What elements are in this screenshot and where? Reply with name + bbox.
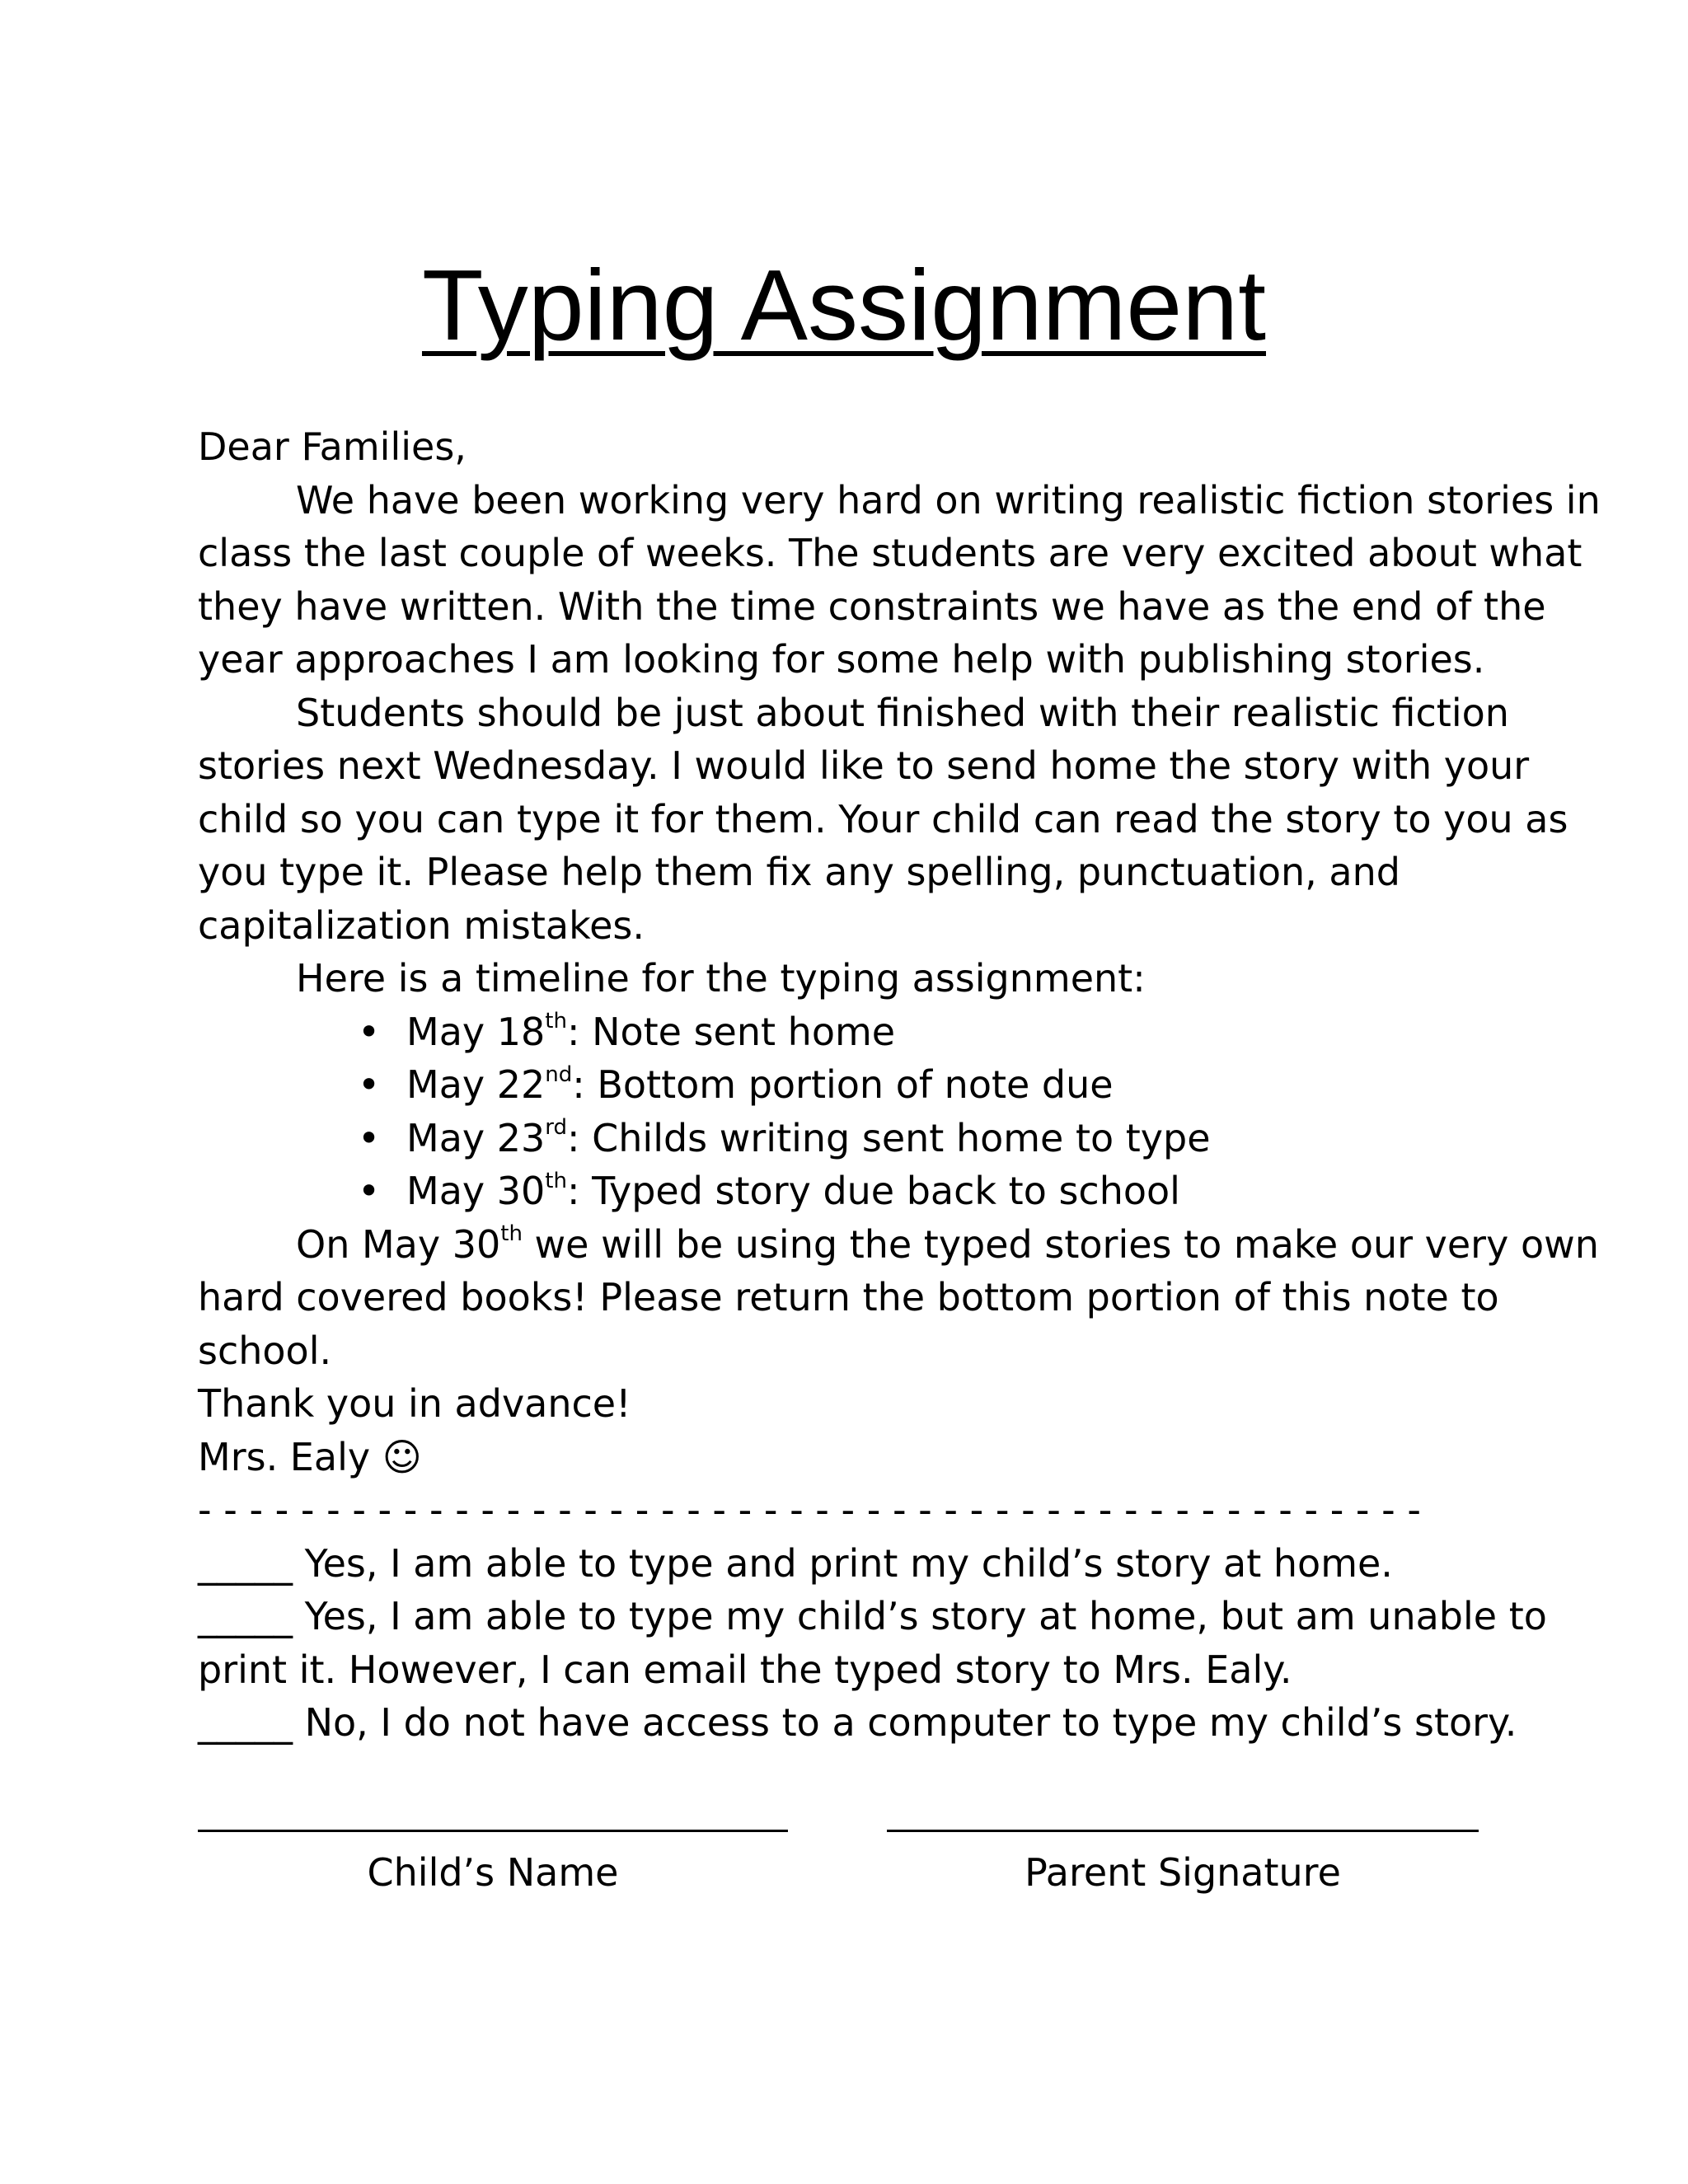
paragraph-3-line-1 (198, 1218, 1599, 1272)
timeline-text: : Childs writing sent home to type (567, 1115, 1211, 1160)
timeline-item (198, 1165, 1500, 1218)
timeline-date: May 23 (406, 1115, 546, 1160)
paragraph-2-line-1: Students should be just about finished with their realistic fiction (296, 690, 1509, 735)
paragraph-3-line-1-rest: we will be using the typed stories to make our very own (522, 1221, 1599, 1267)
paragraph-2-line-3: child so you can type it for them. Your child can read the story to you as (198, 796, 1568, 841)
timeline-date: May 22 (406, 1062, 546, 1107)
option-blank[interactable]: _____ (198, 1540, 293, 1586)
cut-line: - - - - - - - - - - - - - - - - - - - - - - - - - - - - - - - - - - - - - - - - - - - - - - - - (198, 1488, 1421, 1532)
paragraph-3-line-2: hard covered books! Please return the bottom portion of this note to (198, 1275, 1499, 1319)
paragraph-1-line-3: they have written. With the time constraints we have as the end of the (198, 583, 1546, 629)
option-2-continued: print it. However, I can email the typed story to Mrs. Ealy. (198, 1647, 1292, 1692)
timeline-date-suffix: nd (545, 1062, 573, 1087)
signature: Mrs. Ealy ☺ (198, 1434, 422, 1479)
bullet-icon: • (358, 1062, 381, 1107)
document-title: Typing Assignment (421, 249, 1266, 361)
timeline-intro: Here is a timeline for the typing assignment: (296, 956, 1146, 1001)
paragraph-1-line-2: class the last couple of weeks. The students are very excited about what (198, 531, 1582, 575)
timeline-text: : Bottom portion of note due (572, 1062, 1114, 1107)
paragraph-1-line-1: We have been working very hard on writing realistic fiction stories in (296, 477, 1601, 523)
paragraph-1-line-4: year approaches I am looking for some help with publishing stories. (198, 637, 1485, 682)
bullet-icon: • (358, 1115, 381, 1160)
option-blank[interactable]: _____ (198, 1594, 293, 1638)
closing: Thank you in advance! (198, 1381, 631, 1426)
child-name-line[interactable] (198, 1830, 788, 1832)
timeline-date-suffix: th (545, 1168, 567, 1193)
timeline-text: : Note sent home (566, 1009, 896, 1054)
letter-body (198, 420, 1601, 1750)
timeline-date-suffix: th (545, 1009, 567, 1034)
child-name-label: Child’s Name (367, 1850, 619, 1895)
timeline-text: : Typed story due back to school (566, 1169, 1180, 1213)
parent-signature-line[interactable] (887, 1830, 1479, 1832)
option-3 (198, 1696, 1517, 1750)
timeline-date: May 18 (406, 1009, 546, 1054)
parent-signature-label: Parent Signature (1025, 1850, 1341, 1895)
option-text: Yes, I am able to type my child’s story at home, but am unable to (293, 1594, 1547, 1638)
option-text: No, I do not have access to a computer to type my child’s story. (293, 1700, 1517, 1745)
timeline-item (198, 1058, 1500, 1112)
timeline-date: May 30 (406, 1169, 546, 1213)
timeline-item (198, 1005, 1500, 1059)
timeline-item (198, 1112, 1500, 1165)
timeline-date-suffix: rd (545, 1115, 568, 1141)
paragraph-2-line-5: capitalization mistakes. (198, 902, 645, 948)
bullet-icon: • (358, 1009, 381, 1054)
paragraph-3-date: On May 30 (296, 1221, 501, 1267)
option-2 (198, 1590, 1547, 1643)
paragraph-2-line-2: stories next Wednesday. I would like to send home the story with your (198, 743, 1530, 788)
paragraph-3-line-3: school. (198, 1328, 332, 1373)
option-blank[interactable]: _____ (198, 1700, 293, 1745)
option-1 (198, 1537, 1500, 1591)
paragraph-2-line-4: you type it. Please help them fix any spelling, punctuation, and (198, 850, 1400, 894)
option-text: Yes, I am able to type and print my child’s story at home. (293, 1540, 1393, 1586)
paragraph-3-date-suffix: th (500, 1221, 523, 1247)
greeting: Dear Families, (198, 424, 467, 469)
bullet-icon: • (358, 1169, 381, 1213)
